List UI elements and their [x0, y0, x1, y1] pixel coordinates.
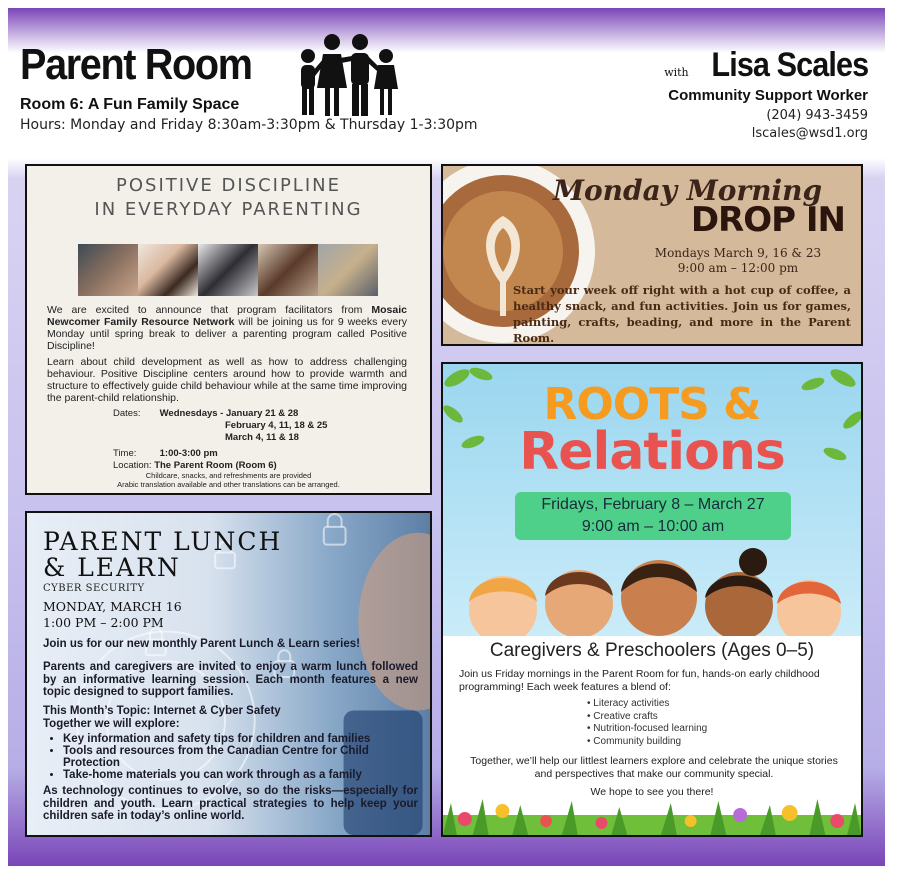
list-item: • Key information and safety tips for children and families — [63, 733, 418, 745]
list-item: • Nutrition-focused learning — [587, 723, 707, 736]
rr-description: Join us Friday mornings in the Parent Room for fun, hands-on early childhood programming! Each week features a blend of: — [459, 668, 820, 693]
mdi-title-line1: Monday Morning — [553, 174, 823, 207]
rr-title-line2: Relations — [519, 422, 785, 482]
mdi-title-line2: DROP IN — [690, 200, 845, 240]
header — [8, 8, 885, 158]
list-item: • Creative crafts — [587, 711, 707, 724]
contact-phone: (204) 943-3459 — [766, 108, 868, 123]
hours-text: Hours: Monday and Friday 8:30am-3:30pm & Thursday 1-3:30pm — [20, 117, 478, 133]
ll-join: Join us for our new monthly Parent Lunch & Learn series! — [43, 638, 360, 650]
pd-learn: Learn about child development as well as how to address challenging behaviour. Positive Discipline centers around how to provide warmth and structure to effectively guide child behaviour while at the same time improving the parent-child relationship. — [47, 356, 407, 404]
list-item: • Literacy activities — [587, 698, 707, 711]
ll-explore-list — [43, 733, 418, 781]
pd-schedule: Dates: Wednesdays - January 21 & 28 February 4, 11, 18 & 25 March 4, 11 & 18 Time: 1:00-3:00 pm Location: The Parent Room (Room 6) — [113, 408, 328, 471]
pd-intro: We are excited to announce that program facilitators from Mosaic Newcomer Family Resource Network will be joining us for 9 weeks every Monday until spring break to deliver a parenting program called Positive Discipline! — [47, 304, 407, 352]
rr-title-line1: ROOTS & — [543, 379, 761, 430]
rr-hope: We hope to see you there! — [590, 786, 714, 798]
rr-closing: Together, we’ll help our littlest learners explore and celebrate the unique stories and perspectives that make our community special. — [470, 755, 838, 780]
with-label: with — [664, 66, 689, 79]
contact-name: Lisa Scales — [711, 46, 868, 84]
contact-role: Community Support Worker — [668, 87, 868, 104]
pd-photo-parents — [318, 244, 378, 296]
contact-email: lscales@wsd1.org — [751, 126, 868, 141]
pd-photo-child — [258, 244, 318, 296]
lunch-learn-panel — [25, 511, 432, 837]
mdi-schedule: Mondays March 9, 16 & 23 9:00 am – 12:00 pm — [654, 246, 822, 275]
pd-photo-girl — [138, 244, 198, 296]
flyer — [8, 8, 885, 866]
list-item: • Community building — [587, 736, 707, 749]
family-icon — [290, 32, 402, 118]
flowers-grass-icon — [443, 793, 861, 835]
contact-block — [664, 46, 868, 143]
ll-schedule: MONDAY, MARCH 16 1:00 PM – 2:00 PM — [43, 599, 182, 630]
roots-relations-panel — [441, 362, 863, 837]
positive-discipline-panel — [25, 164, 432, 495]
page-title: Parent Room — [20, 40, 252, 89]
rr-subtitle: Caregivers & Preschoolers (Ages 0–5) — [489, 640, 815, 661]
ll-topic: This Month’s Topic: Internet & Cyber Safety Together we will explore: — [43, 705, 281, 730]
ll-title: PARENT LUNCH & LEARN — [43, 527, 283, 582]
children-illustration — [453, 540, 853, 644]
list-item: • Tools and resources from the Canadian Centre for Child Protection — [63, 745, 418, 769]
pd-title-line2: IN EVERYDAY PARENTING — [94, 199, 363, 220]
rr-activity-list — [587, 698, 707, 748]
list-item: • Take-home materials you can work through as a family — [63, 769, 418, 781]
pd-photo-father-child — [78, 244, 138, 296]
pd-footer: Childcare, snacks, and refreshments are provided Arabic translation available and other translations can be arranged. — [117, 471, 340, 489]
pd-photo-strip — [78, 244, 378, 296]
ll-intro: Parents and caregivers are invited to enjoy a warm lunch followed by an informative learning session. Each month features a new topic designed to support families. — [43, 661, 418, 698]
pd-photo-teen — [198, 244, 258, 296]
room-subtitle: Room 6: A Fun Family Space — [20, 96, 240, 113]
ll-closing: As technology continues to evolve, so do the risks—especially for children and youth. Learn practical strategies to help keep your children safe in today’s online world. — [43, 785, 418, 822]
monday-drop-in-panel — [441, 164, 863, 346]
pd-title-line1: POSITIVE DISCIPLINE — [116, 175, 341, 196]
rr-date-badge: Fridays, February 8 – March 27 9:00 am – 10:00 am — [515, 492, 791, 540]
mdi-description: Start your week off right with a hot cup of coffee, a healthy snack, and fun activities. Join us for games, painting, crafts, beading, and more in the Parent Room. — [513, 283, 851, 345]
ll-topic-tag: CYBER SECURITY — [43, 583, 145, 594]
